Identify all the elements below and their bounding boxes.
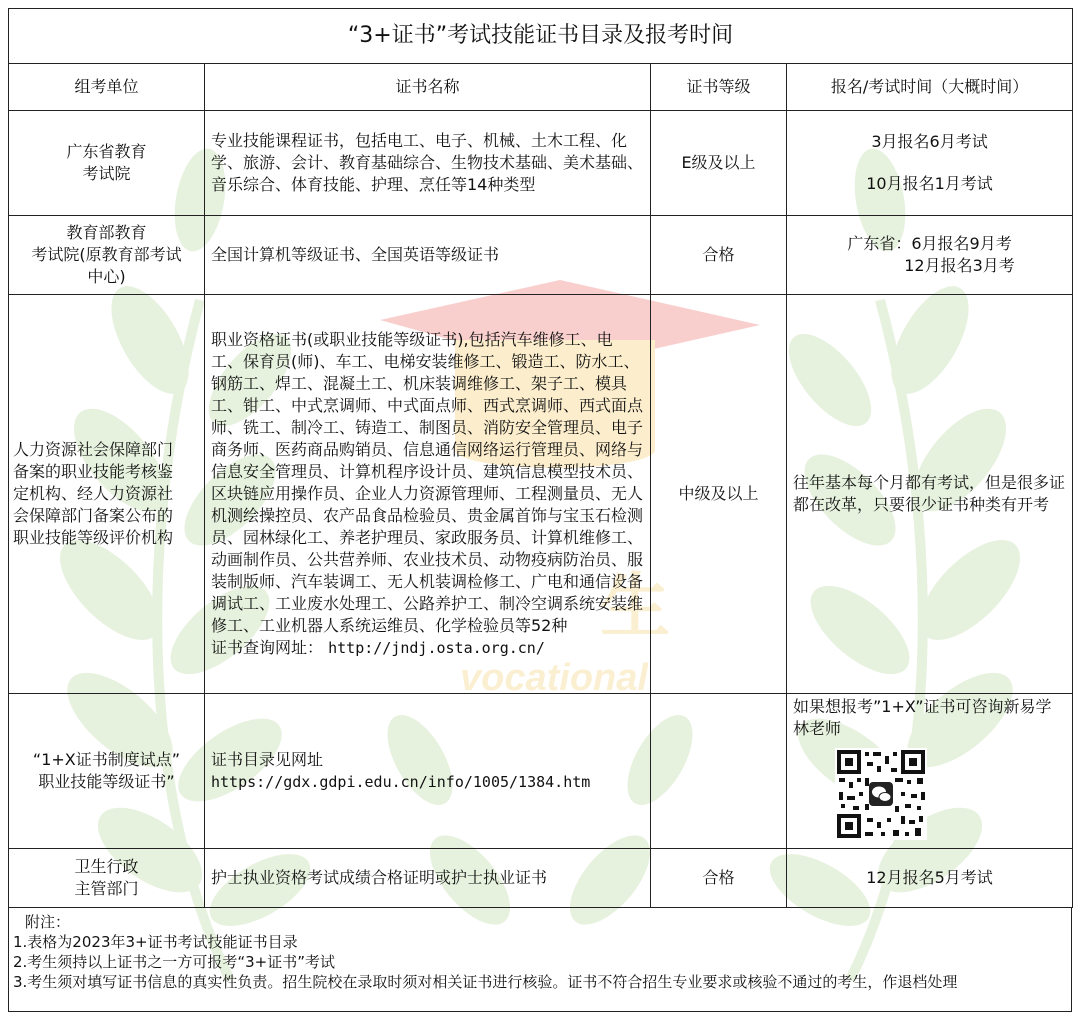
unit-cell	[9, 295, 205, 694]
time-cell: 往年基本每个月都有考试，但是很多证都在改革，只要很少证书种类有开考	[787, 295, 1073, 694]
unit-line: 中心)	[87, 267, 126, 286]
consult-text: 如果想报考”1+X”证书可咨询新易学林老师	[793, 697, 1052, 738]
unit-line: 定机构、经人力资源社	[13, 484, 174, 503]
cert-cell: 全国计算机等级证书、全国英语等级证书	[205, 216, 651, 295]
unit-line: 考试院	[82, 164, 131, 183]
level-cell	[651, 694, 787, 849]
unit-cell	[9, 111, 205, 216]
header-cert-level: 证书等级	[651, 64, 787, 111]
unit-line: 职业技能等级评价机构	[13, 528, 174, 547]
time-cell	[787, 111, 1073, 216]
cert-cell	[205, 295, 651, 694]
time-cell	[787, 216, 1073, 295]
time-line: 12月报名3月考	[904, 256, 1015, 275]
header-time: 报名/考试时间（大概时间）	[787, 64, 1073, 111]
header-unit: 组考单位	[9, 64, 205, 111]
unit-line: 卫生行政	[74, 857, 139, 876]
level-cell: E级及以上	[651, 111, 787, 216]
unit-line: 主管部门	[74, 879, 139, 898]
wechat-qr-code-icon	[835, 748, 927, 840]
time-line: 广东省：6月报名9月考	[847, 234, 1012, 253]
watermark-en-text: vocational	[460, 657, 648, 699]
cert-text: 职业资格证书(或职业技能等级证书),包括汽车维修工、电工、保育员(师)、车工、电梯安装维修工、锻造工、防水工、钢筋工、焊工、混凝土工、机床装调维修工、架子工、模具工、钳工、中式烹调师、中式面点师、西式烹调师、西式面点师、铣工、制冷工、铸造工、制图员、消防安全管理员、电子商务师、医药商品购销员、信息通信网络运行管理员、网络与信息安全管理员、计算机程序设计员、建筑信息模型技术员、区块链应用操作员、企业人力资源管理师、工程测量员、无人机测绘操控员、农产品食品检验员、贵金属首饰与宝玉石检测员、园林绿化工、养老护理员、家政服务员、计算机维修工、动画制作员、公共营养师、农业技术员、动物疫病防治员、服装制版师、汽车装调工、无人机装调检修工、广电和通信设备调试工、工业废水处理工、公路养护工、制冷空调系统安装维修工、工业机器人系统运维员、化学检验员等52种	[211, 330, 644, 635]
unit-line: 会保障部门备案公布的	[13, 506, 174, 525]
unit-cell	[9, 694, 205, 849]
note-item: 1.表格为2023年3+证书考试技能证书目录	[13, 933, 298, 951]
table-row	[9, 111, 1073, 216]
unit-line: 备案的职业技能考核鉴	[13, 462, 174, 481]
cert-query-url-link[interactable]: http://jndj.osta.org.cn/	[328, 639, 545, 657]
unit-line: 考试院(原教育部考试	[31, 245, 182, 264]
unit-cell	[9, 216, 205, 295]
unit-cell	[9, 849, 205, 908]
time-cell	[787, 694, 1073, 849]
notes-section	[8, 908, 1072, 1012]
unit-line: 职业技能等级证书”	[38, 772, 175, 791]
cert-cell: 护士执业资格考试成绩合格证明或护士执业证书	[205, 849, 651, 908]
unit-line: 人力资源社会保障部门	[13, 440, 174, 459]
time-line: 3月报名6月考试	[871, 132, 988, 151]
level-cell: 合格	[651, 849, 787, 908]
table-row	[9, 694, 1073, 849]
table-row	[9, 295, 1073, 694]
unit-line: 广东省教育	[66, 142, 147, 161]
unit-line: “1+X证书制度试点”	[32, 750, 181, 769]
time-line: 10月报名1月考试	[866, 174, 993, 193]
watermark-cn-text: 生	[600, 567, 670, 645]
table-row	[9, 216, 1073, 295]
header-cert-name: 证书名称	[205, 64, 651, 111]
cert-query-url-line	[211, 637, 644, 659]
cert-catalog-label: 证书目录见网址	[211, 750, 324, 769]
notes-heading: 附注：	[25, 913, 71, 931]
note-item: 2.考生须持以上证书之一方可报考“3+证书”考试	[13, 953, 335, 971]
time-cell: 12月报名5月考试	[787, 849, 1073, 908]
cert-query-url-label: 证书查询网址：	[211, 638, 324, 657]
table-row	[9, 849, 1073, 908]
level-cell: 中级及以上	[651, 295, 787, 694]
cert-catalog-url-link[interactable]: https://gdx.gdpi.edu.cn/info/1005/1384.htm	[211, 773, 591, 791]
cert-cell	[205, 694, 651, 849]
cert-cell: 专业技能课程证书，包括电工、电子、机械、土木工程、化学、旅游、会计、教育基础综合、生物技术基础、美术基础、音乐综合、体育技能、护理、烹任等14种类型	[205, 111, 651, 216]
note-item: 3.考生须对填写证书信息的真实性负责。招生院校在录取时须对相关证书进行核验。证书不符合招生专业要求或核验不通过的考生，作退档处理	[13, 973, 958, 991]
certificate-table-container	[8, 8, 1072, 1012]
level-cell: 合格	[651, 216, 787, 295]
unit-line: 教育部教育	[66, 223, 147, 242]
certificate-table	[8, 8, 1073, 908]
table-title: “3+证书”考试技能证书目录及报考时间	[9, 9, 1073, 64]
